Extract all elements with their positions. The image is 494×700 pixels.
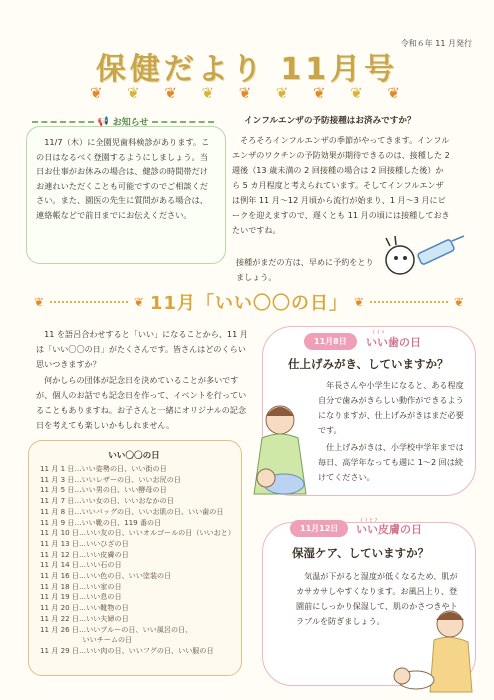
divider (32, 121, 94, 123)
maple-leaf-icon: ❦ (90, 84, 103, 102)
card-subtitle: 保湿ケア、していますか？ (292, 546, 430, 560)
list-item: 11 月 13 日…いいひざの日 (40, 538, 129, 548)
parent-lotion-illustration (392, 606, 480, 696)
intro (36, 327, 248, 434)
maple-leaf-icon: ❦ (164, 84, 177, 102)
maple-leaf-icon: ❦ (238, 84, 252, 102)
card-paragraph: 年長さんや小学生になると、ある程度自分で歯みがきらしい動作ができるようになりますが、仕上げみがきはまだ必要です。 (318, 380, 464, 435)
list-item: 11 月 14 日…いい石の日 (40, 560, 122, 570)
parent-brushing-illustration (236, 398, 320, 510)
list-item: 11 月 3 日…いいレザーの日、いいお尻の日 (40, 474, 181, 484)
ruby-reading: ｲｲﾋﾌ (360, 518, 380, 524)
list-item: 11 月 5 日…いい男の日、いい酵母の日 (40, 485, 167, 495)
list-item: 11 月 8 日…いいバッグの日、いいお肌の日、いい歯の日 (40, 506, 224, 516)
ginkgo-leaf-icon: ❦ (201, 84, 215, 102)
ginkgo-leaf-icon: ❦ (133, 295, 144, 309)
day-title: いい皮膚の日 (356, 523, 422, 536)
section-band (34, 292, 464, 312)
list-item: 11 月 7 日…いい女の日、いいおなかの日 (40, 496, 174, 506)
list-item: 11 月 1 日…いい姿勢の日、いい街の日 (40, 464, 167, 473)
issue-date: 令和６年 11 月発行 (400, 39, 472, 48)
ginkgo-leaf-icon: ❦ (275, 84, 289, 102)
intro-paragraph: 11 を語呂合わせすると「いい」になることから、11 月は「いい〇〇の日」がたくさんです。皆さんはどのくらい思いつきますか？ (36, 329, 248, 369)
list-item: 11 月 20 日…いい靴物の日 (40, 603, 129, 613)
maple-leaf-icon: ❦ (453, 295, 464, 309)
notice-body: 11/7（木）に全園児歯科検診があります。この日はなるべく登園するようにしましょう。当日お仕事がお休みの場合は、健診の時間帯だけお連れいただくことも可能ですのでご相談ください。また、園医の先生に質問がある場合は、連絡帳などで前日までにお伝えください。 (36, 137, 210, 220)
divider (152, 121, 214, 123)
leaf-garland (90, 84, 400, 102)
divider (370, 301, 448, 303)
list-item: 11 月 9 日…いい靴の日、119 番の日 (40, 517, 162, 527)
date-badge: 11月8日 (304, 333, 357, 350)
maple-leaf-icon: ❦ (34, 295, 45, 309)
notice-header (32, 115, 214, 128)
list-item: 11 月 22 日…いい夫婦の日 (40, 613, 129, 623)
list-item: 11 月 10 日…いい友の日、いいオルゴールの日（いいおと） (40, 528, 235, 538)
divider (50, 301, 128, 303)
ruby-reading: ｲｲﾊ (372, 330, 387, 336)
flu-title: インフルエンザの予防接種はお済みですか？ (244, 116, 416, 126)
notice-heading: お知らせ (112, 118, 149, 128)
maple-leaf-icon: ❦ (387, 84, 400, 102)
intro-paragraph: 何かしらの団体が記念日を決めていることが多いですが、個人のお話でも記念日を作って、イベントを行っていることもありますね。お子さんと一緒にオリジナルの記念日を考えても楽しいかもしれません。 (36, 375, 247, 430)
ginkgo-leaf-icon: ❦ (127, 84, 140, 102)
list-title: いい〇〇の日 (108, 451, 160, 461)
card-subtitle: 仕上げみがき、していますか？ (288, 357, 449, 371)
megaphone-icon: 📢 (97, 116, 109, 127)
vaccine-syringe-icon (378, 232, 468, 280)
ginkgo-leaf-icon: ❦ (354, 295, 365, 309)
flu-body: そろそろインフルエンザの季節がやってきます。インフルエンザのワクチンの予防効果が期待できるのは、接種した 2 週後（13 歳未満の 2 回接種の場合は 2 回接種した後）から 5 カ月程度と考えられています。そしてインフルエンザは例年 11 月～12 月頃から流行が始まり、1 月～3 月にピークを迎えますので、遅くとも 11 月の頃には接種しておきたいですね。 (232, 135, 450, 235)
card-paragraph: 仕上げみがきは、小学校中学年までは毎日、高学年なっても週に 1～2 回は続けてください。 (318, 442, 464, 482)
page-title: 保健だより 11月号 (95, 52, 399, 87)
list-item: 11 月 12 日…いい皮膚の日 (40, 549, 129, 559)
list-item: 11 月 26 日…いいブルーの日、いい風呂の日、 (40, 624, 193, 634)
card-paragraph: 気温が下がると湿度が低くなるため、肌がカサカサしやすくなります。お風呂上り、登園前にしっかり保湿して、肌のかさつきやトラブルを防ぎましょう。 (296, 571, 458, 626)
section-title: 11月「いい〇〇の日」 (149, 293, 349, 314)
flu-body-2: 接種がまだの方は、早めに予約をとりましょう。 (236, 257, 374, 282)
ginkgo-leaf-icon: ❦ (350, 84, 363, 102)
list-item: 11 月 19 日…いい息の日 (40, 592, 122, 602)
day-title: いい歯の日 (366, 336, 421, 349)
list-item: 11 月 18 日…いい家の日 (40, 581, 122, 591)
list-item: 11 月 29 日…いい肉の日、いいフグの日、いい服の日 (40, 645, 214, 655)
maple-leaf-icon: ❦ (313, 84, 326, 102)
day-list (40, 464, 240, 657)
date-badge: 11月12日 (290, 520, 348, 537)
list-item: いいチームの日 (40, 635, 133, 645)
list-item: 11 月 16 日…いい色の日、いい塗装の日 (40, 571, 172, 581)
